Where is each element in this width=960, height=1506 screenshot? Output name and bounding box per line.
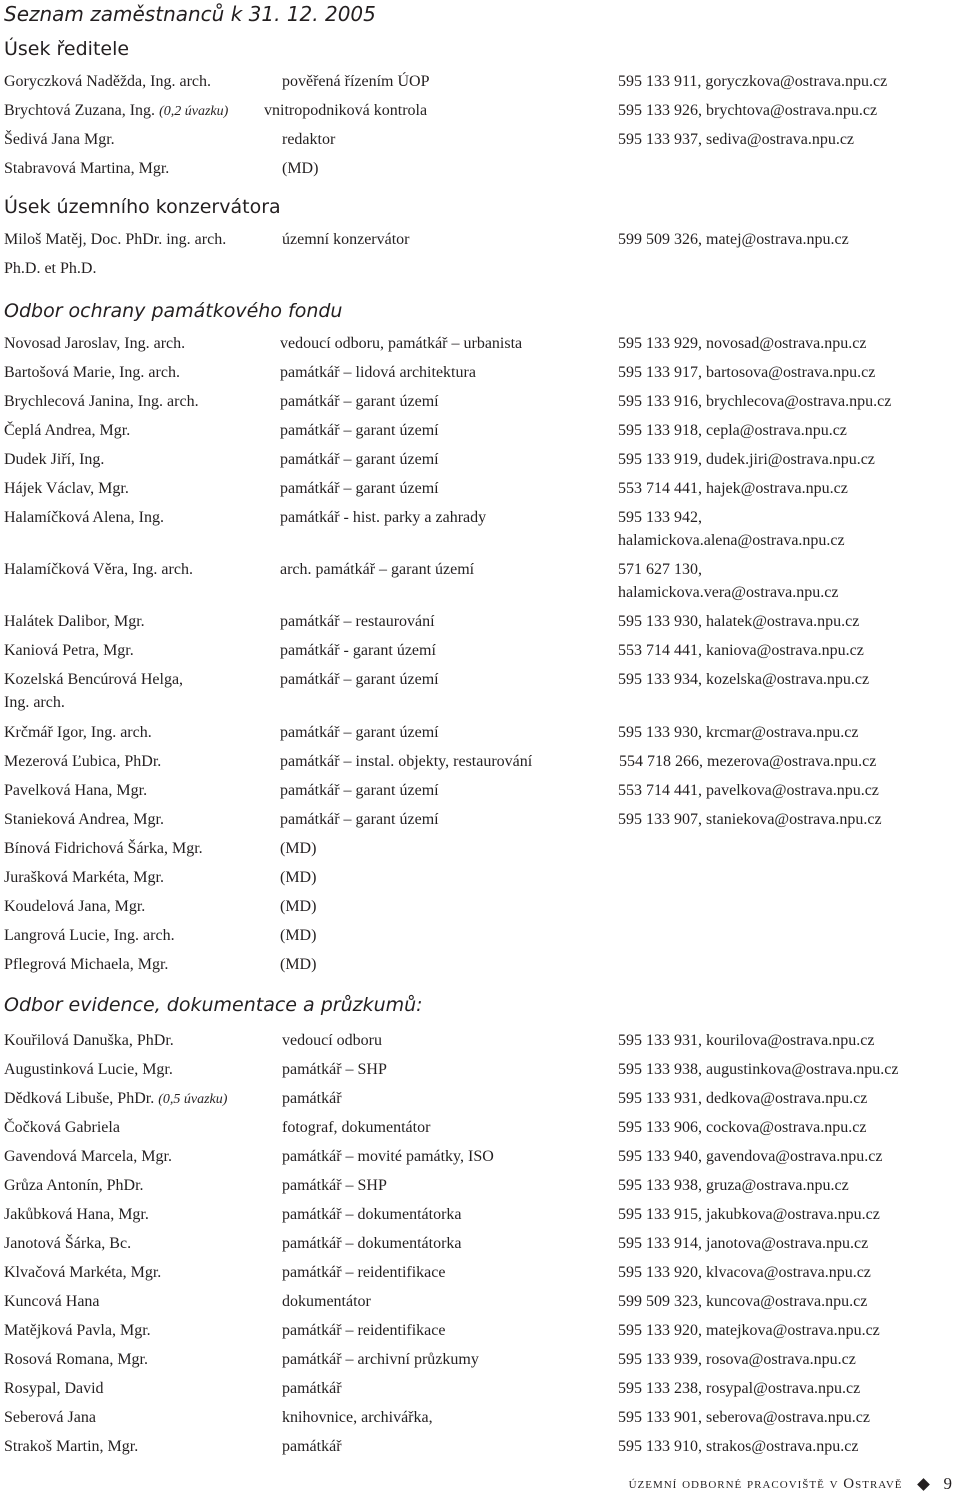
employee-contact: [618, 1145, 882, 1168]
employee-contact: [618, 99, 877, 122]
employee-name: [4, 128, 115, 151]
employee-name: [4, 419, 130, 442]
employee-role: památkář – garant území: [280, 393, 439, 410]
employee-role: památkář – reidentifikace: [282, 1264, 446, 1281]
employee-name: [4, 610, 145, 633]
phone-email: 595 133 906, cockova@ostrava.npu.cz: [618, 1119, 867, 1136]
phone-email: 595 133 910, strakos@ostrava.npu.cz: [618, 1438, 859, 1455]
page-number: 9: [943, 1474, 952, 1493]
name-text: Janotová Šárka, Bc.: [4, 1235, 132, 1252]
employee-role: územní konzervátor: [282, 231, 410, 248]
employee-contact: [619, 750, 876, 773]
phone-email: 595 133 940, gavendova@ostrava.npu.cz: [618, 1148, 883, 1165]
section-heading: Odbor evidence, dokumentace a průzkumů:: [4, 994, 423, 1016]
name-text: Koudelová Jana, Mgr.: [4, 898, 146, 915]
page-footer: [629, 1474, 952, 1494]
employee-role: památkář – garant území: [280, 811, 439, 828]
name-text: Grůza Antonín, PhDr.: [4, 1177, 144, 1194]
employee-name: [4, 924, 175, 947]
employee-contact: [618, 1203, 880, 1226]
employee-name: [4, 228, 226, 251]
phone-email: 599 509 323, kuncova@ostrava.npu.cz: [618, 1293, 868, 1310]
employee-contact: [618, 477, 848, 500]
employee-role: vedoucí odboru: [282, 1032, 382, 1049]
footer-text: územní odborné pracoviště v Ostravě: [628, 1476, 903, 1492]
employee-role: památkář – restaurování: [280, 613, 435, 630]
employee-name: [4, 1145, 172, 1168]
employee-contact: [618, 610, 859, 633]
employee-role: památkář – SHP: [282, 1061, 387, 1078]
phone-email: 595 133 917, bartosova@ostrava.npu.cz: [618, 364, 876, 381]
employee-contact: [618, 668, 869, 691]
employee-name: [4, 668, 183, 714]
name-text: Halamíčková Alena, Ing.: [4, 509, 164, 526]
phone-email: 595 133 918, cepla@ostrava.npu.cz: [618, 422, 847, 439]
phone-email: 595 133 931, kourilova@ostrava.npu.cz: [618, 1032, 875, 1049]
employee-name: [4, 1116, 120, 1139]
employee-contact: [618, 1029, 874, 1052]
employee-role: památkář: [282, 1380, 342, 1397]
employee-role: arch. památkář – garant území: [280, 561, 475, 578]
employee-role: památkář: [282, 1090, 342, 1107]
employee-contact: [618, 1261, 871, 1284]
name-text: Brychlecová Janina, Ing. arch.: [4, 393, 199, 410]
email-line2: halamickova.vera@ostrava.npu.cz: [618, 584, 839, 601]
name-text: Ph.D. et Ph.D.: [4, 260, 97, 277]
name-text: Kuncová Hana: [4, 1293, 100, 1310]
phone-email: 571 627 130,: [618, 561, 702, 578]
employee-contact: [618, 332, 866, 355]
employee-contact: [618, 639, 864, 662]
name-text: Langrová Lucie, Ing. arch.: [4, 927, 175, 944]
phone-email: 553 714 441, kaniova@ostrava.npu.cz: [618, 642, 864, 659]
name-text: Kaniová Petra, Mgr.: [4, 642, 134, 659]
employee-name: [4, 1348, 148, 1371]
name-text: Dědková Libuše, PhDr.: [4, 1090, 159, 1107]
phone-email: 595 133 938, gruza@ostrava.npu.cz: [618, 1177, 849, 1194]
employee-name: [4, 1290, 100, 1313]
employee-contact: [618, 1232, 868, 1255]
employee-contact: [618, 808, 882, 831]
name-text: Halátek Dalibor, Mgr.: [4, 613, 145, 630]
employee-role: redaktor: [282, 131, 336, 148]
employee-name: [4, 1319, 151, 1342]
employee-contact: [618, 1087, 867, 1110]
employee-contact: [618, 1348, 856, 1371]
employee-name: [4, 779, 147, 802]
employee-contact: [618, 1116, 866, 1139]
name-text: Halamíčková Věra, Ing. arch.: [4, 561, 193, 578]
employee-role: vnitropodniková kontrola: [264, 102, 428, 119]
employee-name: [4, 750, 161, 773]
employee-name: [4, 448, 104, 471]
employee-contact: [618, 361, 875, 384]
name-text: Jurašková Markéta, Mgr.: [4, 869, 164, 886]
phone-email: 595 133 919, dudek.jiri@ostrava.npu.cz: [618, 451, 875, 468]
phone-email: 595 133 931, dedkova@ostrava.npu.cz: [618, 1090, 868, 1107]
employee-role: památkář – movité památky, ISO: [282, 1148, 494, 1165]
employee-role: (MD): [280, 898, 317, 915]
name-text: Bínová Fidrichová Šárka, Mgr.: [4, 840, 203, 857]
phone-email: 595 133 926, brychtova@ostrava.npu.cz: [618, 102, 878, 119]
name-text: Jakůbková Hana, Mgr.: [4, 1206, 149, 1223]
name-text: Krčmář Igor, Ing. arch.: [4, 724, 152, 741]
phone-email: 595 133 920, matejkova@ostrava.npu.cz: [618, 1322, 880, 1339]
employee-role: památkář: [282, 1438, 342, 1455]
employee-role: památkář – garant území: [280, 671, 439, 688]
employee-role: fotograf, dokumentátor: [282, 1119, 431, 1136]
phone-email: 595 133 901, seberova@ostrava.npu.cz: [618, 1409, 870, 1426]
phone-email: 595 133 930, halatek@ostrava.npu.cz: [618, 613, 860, 630]
employee-role: (MD): [280, 956, 317, 973]
employee-name: [4, 866, 164, 889]
employee-name: [4, 157, 169, 180]
name-text: Stabravová Martina, Mgr.: [4, 160, 170, 177]
section-heading: Úsek ředitele: [4, 38, 130, 60]
employee-name: [4, 1203, 149, 1226]
employee-name: [4, 390, 199, 413]
employee-contact: [618, 390, 891, 413]
employee-contact: [618, 1174, 849, 1197]
phone-email: 595 133 938, augustinkova@ostrava.npu.cz: [618, 1061, 899, 1078]
phone-email: 595 133 238, rosypal@ostrava.npu.cz: [618, 1380, 861, 1397]
employee-name: [4, 1174, 144, 1197]
phone-email: 595 133 915, jakubkova@ostrava.npu.cz: [618, 1206, 880, 1223]
name-text: Seberová Jana: [4, 1409, 96, 1426]
employee-name: [4, 558, 193, 581]
employee-role: (MD): [280, 840, 317, 857]
employee-name: [4, 1435, 138, 1458]
employee-contact: [618, 448, 875, 471]
employee-role: památkář – garant území: [280, 724, 439, 741]
phone-email: 595 133 942,: [618, 509, 702, 526]
phone-email: 595 133 916, brychlecova@ostrava.npu.cz: [618, 393, 892, 410]
employee-role: dokumentátor: [282, 1293, 371, 1310]
employee-role: vedoucí odboru, památkář – urbanista: [280, 335, 523, 352]
employee-name: [4, 257, 96, 280]
page-title: Seznam zaměstnanců k 31. 12. 2005: [4, 2, 376, 26]
name-text: Rosypal, David: [4, 1380, 104, 1397]
employee-contact: [618, 1319, 880, 1342]
employee-contact: [618, 228, 849, 251]
employee-name: [4, 1058, 173, 1081]
employee-contact: [618, 779, 879, 802]
name-text: Mezerová Ľubica, PhDr.: [4, 753, 162, 770]
employee-name: [4, 837, 203, 860]
name-text: Hájek Václav, Mgr.: [4, 480, 129, 497]
employee-role: památkář – SHP: [282, 1177, 387, 1194]
phone-email: 554 718 266, mezerova@ostrava.npu.cz: [619, 753, 877, 770]
employee-contact: [618, 70, 887, 93]
name-text: Rosová Romana, Mgr.: [4, 1351, 148, 1368]
employee-role: knihovnice, archivářka,: [282, 1409, 433, 1426]
employee-contact: [618, 1435, 858, 1458]
employee-role: pověřená řízením ÚOP: [282, 73, 430, 90]
name-text: Klvačová Markéta, Mgr.: [4, 1264, 162, 1281]
section-heading: Odbor ochrany památkového fondu: [4, 300, 343, 322]
phone-email: 595 133 939, rosova@ostrava.npu.cz: [618, 1351, 856, 1368]
employee-name: [4, 1377, 104, 1400]
name-text: Kozelská Bencúrová Helga,: [4, 671, 184, 688]
employee-role: (MD): [280, 869, 317, 886]
employee-contact: [618, 1377, 860, 1400]
employee-role: památkář - hist. parky a zahrady: [280, 509, 487, 526]
employee-name: [4, 808, 164, 831]
employee-name: [4, 1087, 227, 1111]
employee-role: památkář – dokumentátorka: [282, 1206, 462, 1223]
phone-email: 595 133 920, klvacova@ostrava.npu.cz: [618, 1264, 871, 1281]
employee-contact: [618, 1406, 870, 1429]
phone-email: 599 509 326, matej@ostrava.npu.cz: [618, 231, 849, 248]
employee-contact: [618, 1058, 898, 1081]
name-text: Miloš Matěj, Doc. PhDr. ing. arch.: [4, 231, 227, 248]
name-text: Stanieková Andrea, Mgr.: [4, 811, 164, 828]
phone-email: 595 133 907, staniekova@ostrava.npu.cz: [618, 811, 882, 828]
employee-name: [4, 721, 152, 744]
employee-name: [4, 1029, 174, 1052]
name-text: Kouřilová Danuška, PhDr.: [4, 1032, 174, 1049]
phone-email: 553 714 441, pavelkova@ostrava.npu.cz: [618, 782, 879, 799]
phone-email: 553 714 441, hajek@ostrava.npu.cz: [618, 480, 848, 497]
employee-name: [4, 99, 228, 123]
employee-contact: [618, 721, 858, 744]
employee-role: (MD): [280, 927, 317, 944]
name-text: Strakoš Martin, Mgr.: [4, 1438, 139, 1455]
workload-note: (0,2 úvazku): [159, 104, 229, 119]
name-text: Šedivá Jana Mgr.: [4, 131, 115, 148]
diamond-icon: [917, 1478, 930, 1491]
employee-role: památkář – garant území: [280, 451, 439, 468]
employee-name: [4, 1406, 96, 1429]
name-text: Pflegrová Michaela, Mgr.: [4, 956, 169, 973]
employee-role: památkář – garant území: [280, 782, 439, 799]
employee-name: [4, 953, 168, 976]
employee-name: [4, 70, 211, 93]
employee-contact: [618, 128, 854, 151]
phone-email: 595 133 929, novosad@ostrava.npu.cz: [618, 335, 867, 352]
phone-email: 595 133 914, janotova@ostrava.npu.cz: [618, 1235, 869, 1252]
employee-name: [4, 361, 180, 384]
employee-name: [4, 1232, 131, 1255]
email-line2: halamickova.alena@ostrava.npu.cz: [618, 532, 845, 549]
name-text: Brychtová Zuzana, Ing.: [4, 102, 160, 119]
employee-name: [4, 639, 134, 662]
employee-role: památkář – lidová architektura: [280, 364, 476, 381]
employee-role: památkář – dokumentátorka: [282, 1235, 462, 1252]
name-text: Matějková Pavla, Mgr.: [4, 1322, 151, 1339]
employee-role: památkář – garant území: [280, 480, 439, 497]
workload-note: (0,5 úvazku): [158, 1092, 228, 1107]
name-text-line2: Ing. arch.: [4, 694, 65, 711]
phone-email: 595 133 937, sediva@ostrava.npu.cz: [618, 131, 855, 148]
phone-email: 595 133 911, goryczkova@ostrava.npu.cz: [618, 73, 888, 90]
employee-role: památkář – archivní průzkumy: [282, 1351, 479, 1368]
employee-role: památkář – instal. objekty, restaurování: [280, 753, 533, 770]
name-text: Pavelková Hana, Mgr.: [4, 782, 148, 799]
employee-role: památkář – reidentifikace: [282, 1322, 446, 1339]
phone-email: 595 133 930, krcmar@ostrava.npu.cz: [618, 724, 859, 741]
name-text: Novosad Jaroslav, Ing. arch.: [4, 335, 186, 352]
employee-name: [4, 332, 185, 355]
name-text: Goryczková Naděžda, Ing. arch.: [4, 73, 212, 90]
employee-contact: [618, 1290, 867, 1313]
employee-name: [4, 506, 164, 529]
name-text: Čočková Gabriela: [4, 1119, 120, 1136]
employee-name: [4, 477, 129, 500]
name-text: Bartošová Marie, Ing. arch.: [4, 364, 180, 381]
employee-role: památkář – garant území: [280, 422, 439, 439]
employee-contact: [618, 506, 845, 552]
phone-email: 595 133 934, kozelska@ostrava.npu.cz: [618, 671, 870, 688]
employee-contact: [618, 419, 847, 442]
name-text: Čeplá Andrea, Mgr.: [4, 422, 131, 439]
employee-contact: [618, 558, 838, 604]
employee-name: [4, 1261, 161, 1284]
employee-role: památkář - garant území: [280, 642, 436, 659]
name-text: Augustinková Lucie, Mgr.: [4, 1061, 173, 1078]
section-heading: Úsek územního konzervátora: [4, 196, 281, 218]
name-text: Dudek Jiří, Ing.: [4, 451, 105, 468]
name-text: Gavendová Marcela, Mgr.: [4, 1148, 172, 1165]
employee-role: (MD): [282, 160, 319, 177]
employee-name: [4, 895, 145, 918]
